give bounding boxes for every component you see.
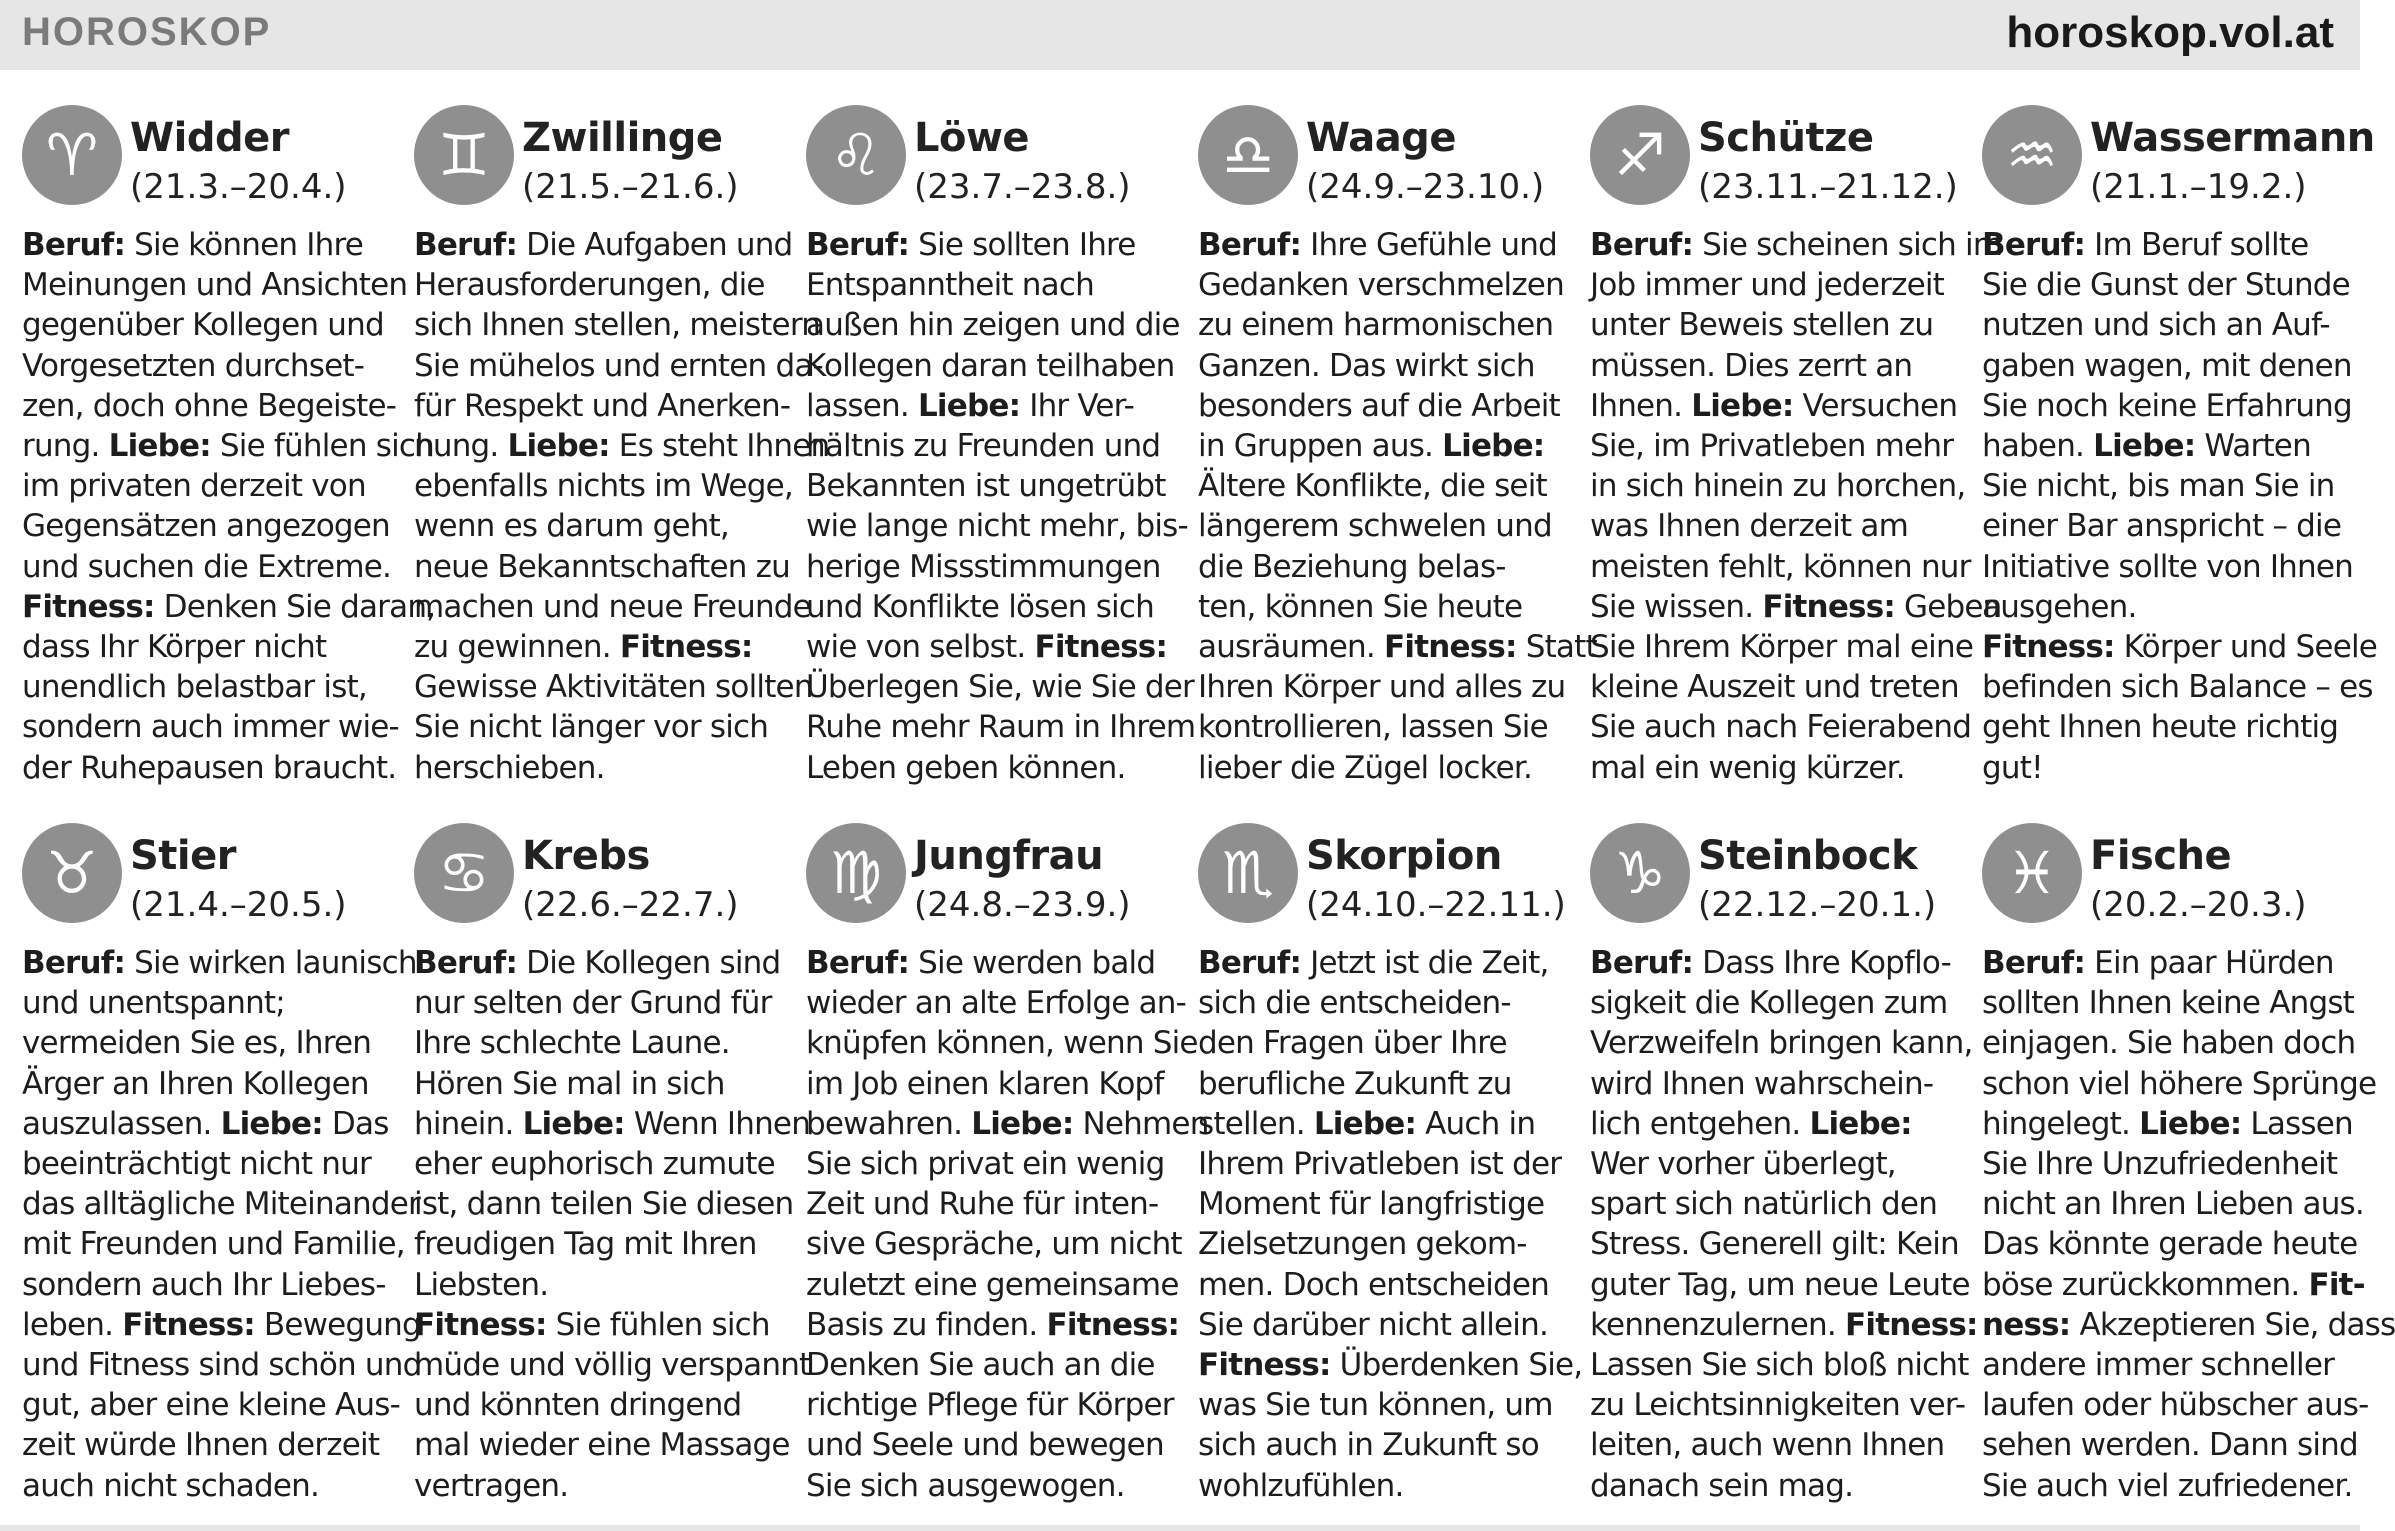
- text-line: müde und völlig verspannt: [414, 1347, 811, 1384]
- sign-dates: (21.3.–20.4.): [130, 167, 347, 207]
- text-line: freudigen Tag mit Ihren: [414, 1226, 757, 1263]
- gemini-twins-icon: ♊: [414, 105, 514, 205]
- category-label: Liebe:: [2139, 1105, 2242, 1142]
- text-line: Vorgesetzten durchset-: [22, 347, 365, 384]
- text-line: Sie nicht länger vor sich: [414, 709, 769, 746]
- aquarius-water-bearer-icon: ♒: [1982, 105, 2082, 205]
- text-line: stellen. Liebe: Auch in: [1198, 1105, 1536, 1142]
- text-line: guter Tag, um neue Leute: [1590, 1266, 1970, 1303]
- text-line: spart sich natürlich den: [1590, 1186, 1938, 1223]
- text-line: Sie Ihrem Körper mal eine: [1590, 629, 1974, 666]
- text-line: eher euphorisch zumute: [414, 1146, 775, 1183]
- category-label: Liebe:: [1442, 428, 1545, 465]
- text-line: herige Missstimmungen: [806, 548, 1161, 585]
- text-line: danach sein mag.: [1590, 1467, 1854, 1504]
- sign-card-löwe: [806, 105, 1196, 788]
- sign-dates: (24.10.–22.11.): [1306, 885, 1566, 925]
- text-line: Liebsten.: [414, 1266, 549, 1303]
- sign-forecast-text: [806, 943, 1209, 1506]
- text-line: im privaten derzeit von: [22, 468, 366, 505]
- sign-card-schütze: [1590, 105, 2003, 788]
- text-line: zen, doch ohne Begeiste-: [22, 387, 397, 424]
- text-line: zeit würde Ihnen derzeit: [22, 1427, 380, 1464]
- site-link[interactable]: horoskop.vol.at: [2006, 8, 2334, 57]
- sign-dates: (21.5.–21.6.): [522, 167, 739, 207]
- text-line: knüpfen können, wenn Sie: [806, 1025, 1198, 1062]
- text-line: lieber die Zügel locker.: [1198, 749, 1533, 786]
- category-label: Fitness:: [1762, 588, 1895, 625]
- text-line: auch nicht schaden.: [22, 1467, 320, 1504]
- text-line: Wer vorher überlegt,: [1590, 1146, 1896, 1183]
- sign-name: Waage: [1306, 115, 1456, 161]
- text-line: Ärger an Ihren Kollegen: [22, 1065, 369, 1102]
- text-line: Kollegen daran teilhaben: [806, 347, 1175, 384]
- text-line: Verzweifeln bringen kann,: [1590, 1025, 1973, 1062]
- sign-card-wassermann: [1982, 105, 2378, 788]
- category-label: Beruf:: [414, 945, 518, 981]
- text-line: berufliche Zukunft zu: [1198, 1065, 1512, 1102]
- text-line: gegenüber Kollegen und: [22, 307, 384, 344]
- sign-dates: (21.1.–19.2.): [2090, 167, 2307, 207]
- text-line: Sie, im Privatleben mehr: [1590, 428, 1954, 465]
- sign-header: [806, 823, 1176, 927]
- text-line: Beruf: Sie können Ihre: [22, 227, 363, 263]
- text-line: sigkeit die Kollegen zum: [1590, 985, 1948, 1022]
- text-line: schon viel höhere Sprünge: [1982, 1065, 2377, 1102]
- sign-header: [414, 105, 784, 209]
- pisces-fish-icon: ♓: [1982, 823, 2082, 923]
- category-label: Liebe:: [1809, 1105, 1912, 1142]
- sign-card-jungfrau: [806, 823, 1209, 1506]
- text-line: müssen. Dies zerrt an: [1590, 347, 1913, 384]
- text-line: sondern auch immer wie-: [22, 709, 399, 746]
- category-label: Beruf:: [22, 945, 126, 981]
- sign-dates: (24.8.–23.9.): [914, 885, 1131, 925]
- text-line: mit Freunden und Familie,: [22, 1226, 405, 1263]
- text-line: Überlegen Sie, wie Sie der: [806, 669, 1194, 706]
- text-line: andere immer schneller: [1982, 1347, 2335, 1384]
- text-line: beeinträchtigt nicht nur: [22, 1146, 371, 1183]
- text-line: vermeiden Sie es, Ihren: [22, 1025, 372, 1062]
- text-line: nutzen und sich an Auf-: [1982, 307, 2330, 344]
- text-line: dass Ihr Körper nicht: [22, 629, 327, 666]
- sign-card-zwillinge: [414, 105, 830, 788]
- sign-header: [1590, 823, 1960, 927]
- text-line: Leben geben können.: [806, 749, 1126, 786]
- sign-name: Skorpion: [1306, 833, 1502, 879]
- text-line: Beruf: Im Beruf sollte: [1982, 227, 2309, 263]
- bottom-divider: [0, 1525, 2360, 1531]
- sign-name: Wassermann: [2090, 115, 2375, 161]
- text-line: Sie noch keine Erfahrung: [1982, 387, 2352, 424]
- sign-forecast-text: [806, 225, 1196, 788]
- sign-card-fische: [1982, 823, 2395, 1506]
- section-title: HOROSKOP: [22, 10, 272, 54]
- category-label: Fitness:: [1198, 1347, 1331, 1384]
- leo-lion-icon: ♌: [806, 105, 906, 205]
- text-line: Ihren Körper und alles zu: [1198, 669, 1566, 706]
- text-line: geht Ihnen heute richtig: [1982, 709, 2339, 746]
- text-line: Denken Sie auch an die: [806, 1347, 1155, 1384]
- sagittarius-archer-icon: ♐: [1590, 105, 1690, 205]
- text-line: Beruf: Sie scheinen sich im: [1590, 227, 2003, 263]
- text-line: wie von selbst. Fitness:: [806, 629, 1168, 666]
- text-line: lich entgehen. Liebe:: [1590, 1105, 1912, 1142]
- category-label: Beruf:: [1590, 227, 1694, 263]
- sign-header: [22, 823, 392, 927]
- text-line: wie lange nicht mehr, bis-: [806, 508, 1188, 545]
- sign-forecast-text: [1198, 943, 1583, 1506]
- sign-forecast-text: [22, 225, 436, 788]
- sign-forecast-text: [414, 225, 830, 788]
- category-label: Beruf:: [806, 227, 910, 263]
- text-line: gaben wagen, mit denen: [1982, 347, 2352, 384]
- category-label: Liebe:: [108, 428, 211, 465]
- sign-name: Schütze: [1698, 115, 1874, 161]
- category-label: Fitness:: [619, 629, 753, 666]
- sign-forecast-text: [414, 943, 811, 1506]
- sign-card-waage: [1198, 105, 1597, 788]
- text-line: und Fitness sind schön und: [22, 1347, 422, 1384]
- text-line: Beruf: Ihre Gefühle und: [1198, 227, 1557, 263]
- sign-card-stier: [22, 823, 422, 1506]
- text-line: wenn es darum geht,: [414, 508, 729, 545]
- virgo-maiden-icon: ♍: [806, 823, 906, 923]
- sign-name: Krebs: [522, 833, 650, 879]
- text-line: Initiative sollte von Ihnen: [1982, 548, 2354, 585]
- text-line: nicht an Ihren Lieben aus.: [1982, 1186, 2364, 1223]
- sign-card-skorpion: [1198, 823, 1583, 1506]
- text-line: zu gewinnen. Fitness:: [414, 629, 753, 666]
- text-line: Fitness: Sie fühlen sich: [414, 1306, 770, 1343]
- text-line: meisten fehlt, können nur: [1590, 548, 1971, 585]
- text-line: Beruf: Sie werden bald: [806, 945, 1156, 981]
- category-label: Beruf:: [1590, 945, 1694, 981]
- text-line: hältnis zu Freunden und: [806, 428, 1161, 465]
- text-line: längerem schwelen und: [1198, 508, 1552, 545]
- text-line: sich auch in Zukunft so: [1198, 1427, 1539, 1464]
- taurus-bull-icon: ♉: [22, 823, 122, 923]
- text-line: einjagen. Sie haben doch: [1982, 1025, 2356, 1062]
- text-line: Beruf: Die Aufgaben und: [414, 227, 793, 263]
- text-line: Herausforderungen, die: [414, 267, 765, 304]
- text-line: befinden sich Balance – es: [1982, 669, 2373, 706]
- text-line: Beruf: Dass Ihre Kopflo-: [1590, 945, 1952, 981]
- text-line: außen hin zeigen und die: [806, 307, 1180, 344]
- text-line: leiten, auch wenn Ihnen: [1590, 1427, 1945, 1464]
- text-line: Ganzen. Das wirkt sich: [1198, 347, 1535, 384]
- text-line: ness: Akzeptieren Sie, dass: [1982, 1306, 2395, 1343]
- text-line: böse zurückkommen. Fit-: [1982, 1266, 2365, 1303]
- text-line: sich die entscheiden-: [1198, 985, 1511, 1022]
- text-line: Gedanken verschmelzen: [1198, 267, 1564, 304]
- page-header: [0, 0, 2360, 70]
- text-line: Entspanntheit nach: [806, 267, 1094, 304]
- text-line: ausgehen.: [1982, 588, 2137, 625]
- text-line: Das könnte gerade heute: [1982, 1226, 2358, 1263]
- text-line: Sie sich ausgewogen.: [806, 1467, 1125, 1504]
- text-line: ebenfalls nichts im Wege,: [414, 468, 793, 505]
- category-label: Beruf:: [1198, 227, 1302, 263]
- text-line: wird Ihnen wahrschein-: [1590, 1065, 1934, 1102]
- category-label: Beruf:: [22, 227, 126, 263]
- sign-header: [1982, 105, 2375, 209]
- text-line: hingelegt. Liebe: Lassen: [1982, 1105, 2353, 1142]
- text-line: Sie auch nach Feierabend: [1590, 709, 1972, 746]
- category-label: Liebe:: [971, 1105, 1074, 1142]
- sign-name: Widder: [130, 115, 289, 161]
- text-line: Beruf: Sie sollten Ihre: [806, 227, 1136, 263]
- text-line: wohlzufühlen.: [1198, 1467, 1404, 1504]
- text-line: mal wieder eine Massage: [414, 1427, 790, 1464]
- text-line: die Beziehung belas-: [1198, 548, 1506, 585]
- sign-name: Jungfrau: [914, 833, 1104, 879]
- text-line: Ihre schlechte Laune.: [414, 1025, 730, 1062]
- sign-header: [1590, 105, 1960, 209]
- text-line: Job immer und jederzeit: [1590, 267, 1945, 304]
- text-line: was Sie tun können, um: [1198, 1387, 1553, 1424]
- category-label: Liebe:: [917, 387, 1021, 424]
- category-label: Beruf:: [806, 945, 910, 981]
- text-line: ausräumen. Fitness: Statt: [1198, 629, 1597, 666]
- text-line: vertragen.: [414, 1467, 569, 1504]
- sign-forecast-text: [1982, 225, 2378, 788]
- text-line: einer Bar anspricht – die: [1982, 508, 2342, 545]
- sign-card-steinbock: [1590, 823, 1978, 1506]
- sign-header: [1198, 823, 1568, 927]
- text-line: auszulassen. Liebe: Das: [22, 1105, 389, 1142]
- text-line: für Respekt und Anerken-: [414, 387, 791, 424]
- text-line: mal ein wenig kürzer.: [1590, 749, 1905, 786]
- text-line: Fitness: Überdenken Sie,: [1198, 1347, 1583, 1384]
- text-line: sondern auch Ihr Liebes-: [22, 1266, 386, 1303]
- text-line: sive Gespräche, um nicht: [806, 1226, 1182, 1263]
- capricorn-ibex-icon: ♑: [1590, 823, 1690, 923]
- text-line: Stress. Generell gilt: Kein: [1590, 1226, 1959, 1263]
- text-line: besonders auf die Arbeit: [1198, 387, 1560, 424]
- category-label: Beruf:: [1982, 227, 2086, 263]
- text-line: Beruf: Sie wirken launisch: [22, 945, 417, 981]
- sign-card-krebs: [414, 823, 811, 1506]
- text-line: wieder an alte Erfolge an-: [806, 985, 1187, 1022]
- text-line: Ruhe mehr Raum in Ihrem: [806, 709, 1196, 746]
- text-line: laufen oder hübscher aus-: [1982, 1387, 2369, 1424]
- text-line: und könnten dringend: [414, 1387, 742, 1424]
- text-line: ten, können Sie heute: [1198, 588, 1523, 625]
- text-line: haben. Liebe: Warten: [1982, 428, 2311, 465]
- text-line: der Ruhepausen braucht.: [22, 749, 397, 786]
- category-label: Liebe:: [220, 1105, 323, 1142]
- text-line: und Konflikte lösen sich: [806, 588, 1154, 625]
- sign-name: Löwe: [914, 115, 1030, 161]
- sign-forecast-text: [1590, 225, 2003, 788]
- sign-header: [1982, 823, 2352, 927]
- text-line: Ihrem Privatleben ist der: [1198, 1146, 1562, 1183]
- category-label: Fitness:: [122, 1306, 255, 1343]
- text-line: sich Ihnen stellen, meistern: [414, 307, 821, 344]
- libra-scales-icon: ♎: [1198, 105, 1298, 205]
- text-line: Fitness: Denken Sie daran,: [22, 588, 436, 625]
- text-line: unter Beweis stellen zu: [1590, 307, 1934, 344]
- text-line: zuletzt eine gemeinsame: [806, 1266, 1179, 1303]
- sign-dates: (24.9.–23.10.): [1306, 167, 1545, 207]
- category-label: Fitness:: [1384, 629, 1517, 666]
- sign-name: Stier: [130, 833, 236, 879]
- text-line: gut, aber eine kleine Aus-: [22, 1387, 401, 1424]
- text-line: Sie auch viel zufriedener.: [1982, 1467, 2353, 1504]
- text-line: rung. Liebe: Sie fühlen sich: [22, 428, 434, 465]
- text-line: hinein. Liebe: Wenn Ihnen: [414, 1105, 811, 1142]
- sign-header: [22, 105, 392, 209]
- text-line: Beruf: Jetzt ist die Zeit,: [1198, 945, 1549, 981]
- sign-dates: (20.2.–20.3.): [2090, 885, 2307, 925]
- text-line: ist, dann teilen Sie diesen: [414, 1186, 794, 1223]
- scorpio-scorpion-icon: ♏: [1198, 823, 1298, 923]
- text-line: im Job einen klaren Kopf: [806, 1065, 1164, 1102]
- text-line: Fitness: Körper und Seele: [1982, 629, 2378, 666]
- text-line: Gewisse Aktivitäten sollten: [414, 669, 813, 706]
- sign-dates: (23.11.–21.12.): [1698, 167, 1958, 207]
- text-line: herschieben.: [414, 749, 605, 786]
- text-line: Basis zu finden. Fitness:: [806, 1306, 1180, 1343]
- category-label: Fitness:: [1845, 1306, 1978, 1343]
- aries-ram-icon: ♈: [22, 105, 122, 205]
- sign-forecast-text: [22, 943, 422, 1506]
- text-line: sollten Ihnen keine Angst: [1982, 985, 2355, 1022]
- sign-dates: (22.12.–20.1.): [1698, 885, 1937, 925]
- text-line: was Ihnen derzeit am: [1590, 508, 1909, 545]
- text-line: neue Bekanntschaften zu: [414, 548, 790, 585]
- text-line: leben. Fitness: Bewegung: [22, 1306, 421, 1343]
- category-label: ness:: [1982, 1306, 2071, 1343]
- text-line: men. Doch entscheiden: [1198, 1266, 1550, 1303]
- sign-forecast-text: [1198, 225, 1597, 788]
- text-line: Ihnen. Liebe: Versuchen: [1590, 387, 1958, 424]
- text-line: nur selten der Grund für: [414, 985, 772, 1022]
- sign-dates: (23.7.–23.8.): [914, 167, 1131, 207]
- text-line: und Seele und bewegen: [806, 1427, 1164, 1464]
- text-line: in sich hinein zu horchen,: [1590, 468, 1966, 505]
- text-line: Sie die Gunst der Stunde: [1982, 267, 2350, 304]
- text-line: gut!: [1982, 749, 2043, 786]
- text-line: Sie nicht, bis man Sie in: [1982, 468, 2335, 505]
- sign-forecast-text: [1982, 943, 2395, 1506]
- text-line: Bekannten ist ungetrübt: [806, 468, 1166, 505]
- text-line: Lassen Sie sich bloß nicht: [1590, 1347, 1969, 1384]
- text-line: den Fragen über Ihre: [1198, 1025, 1507, 1062]
- text-line: sehen werden. Dann sind: [1982, 1427, 2358, 1464]
- sign-dates: (22.6.–22.7.): [522, 885, 739, 925]
- text-line: Sie Ihre Unzufriedenheit: [1982, 1146, 2338, 1183]
- text-line: Sie darüber nicht allein.: [1198, 1306, 1549, 1343]
- text-line: Ältere Konflikte, die seit: [1198, 468, 1547, 505]
- text-line: unendlich belastbar ist,: [22, 669, 367, 706]
- text-line: lassen. Liebe: Ihr Ver-: [806, 387, 1135, 424]
- text-line: richtige Pflege für Körper: [806, 1387, 1174, 1424]
- category-label: Fitness:: [22, 588, 155, 625]
- text-line: das alltägliche Miteinander: [22, 1186, 420, 1223]
- category-label: Liebe:: [1313, 1105, 1417, 1142]
- sign-name: Steinbock: [1698, 833, 1918, 879]
- category-label: Beruf:: [414, 227, 518, 263]
- text-line: Beruf: Die Kollegen sind: [414, 945, 781, 981]
- text-line: Sie mühelos und ernten da-: [414, 347, 823, 384]
- text-line: und unentspannt;: [22, 985, 285, 1022]
- category-label: Liebe:: [1691, 387, 1794, 424]
- text-line: Beruf: Ein paar Hürden: [1982, 945, 2334, 981]
- text-line: zu einem harmonischen: [1198, 307, 1554, 344]
- text-line: Meinungen und Ansichten: [22, 267, 408, 304]
- text-line: kleine Auszeit und treten: [1590, 669, 1959, 706]
- cancer-crab-icon: ♋: [414, 823, 514, 923]
- text-line: Gegensätzen angezogen: [22, 508, 390, 545]
- category-label: Liebe:: [2093, 428, 2196, 465]
- sign-dates: (21.4.–20.5.): [130, 885, 347, 925]
- sign-header: [806, 105, 1176, 209]
- sign-name: Zwillinge: [522, 115, 723, 161]
- text-line: in Gruppen aus. Liebe:: [1198, 428, 1545, 465]
- text-line: kennenzulernen. Fitness:: [1590, 1306, 1978, 1343]
- sign-header: [1198, 105, 1568, 209]
- category-label: Fitness:: [1034, 629, 1168, 666]
- text-line: Zeit und Ruhe für inten-: [806, 1186, 1159, 1223]
- category-label: Fitness:: [1046, 1306, 1180, 1343]
- sign-name: Fische: [2090, 833, 2232, 879]
- category-label: Liebe:: [522, 1105, 625, 1142]
- text-line: Hören Sie mal in sich: [414, 1065, 725, 1102]
- text-line: Sie wissen. Fitness: Geben: [1590, 588, 2002, 625]
- text-line: kontrollieren, lassen Sie: [1198, 709, 1548, 746]
- text-line: Zielsetzungen gekom-: [1198, 1226, 1527, 1263]
- sign-forecast-text: [1590, 943, 1978, 1506]
- text-line: nung. Liebe: Es steht Ihnen: [414, 428, 830, 465]
- category-label: Fitness:: [414, 1306, 547, 1343]
- category-label: Beruf:: [1982, 945, 2086, 981]
- sign-card-widder: [22, 105, 436, 788]
- category-label: Liebe:: [507, 428, 610, 465]
- sign-header: [414, 823, 784, 927]
- text-line: und suchen die Extreme.: [22, 548, 392, 585]
- text-line: machen und neue Freunde: [414, 588, 811, 625]
- text-line: zu Leichtsinnigkeiten ver-: [1590, 1387, 1966, 1424]
- category-label: Fit-: [2308, 1266, 2365, 1303]
- category-label: Fitness:: [1982, 629, 2115, 666]
- text-line: Sie sich privat ein wenig: [806, 1146, 1165, 1183]
- text-line: Moment für langfristige: [1198, 1186, 1545, 1223]
- text-line: bewahren. Liebe: Nehmen: [806, 1105, 1209, 1142]
- category-label: Beruf:: [1198, 945, 1302, 981]
